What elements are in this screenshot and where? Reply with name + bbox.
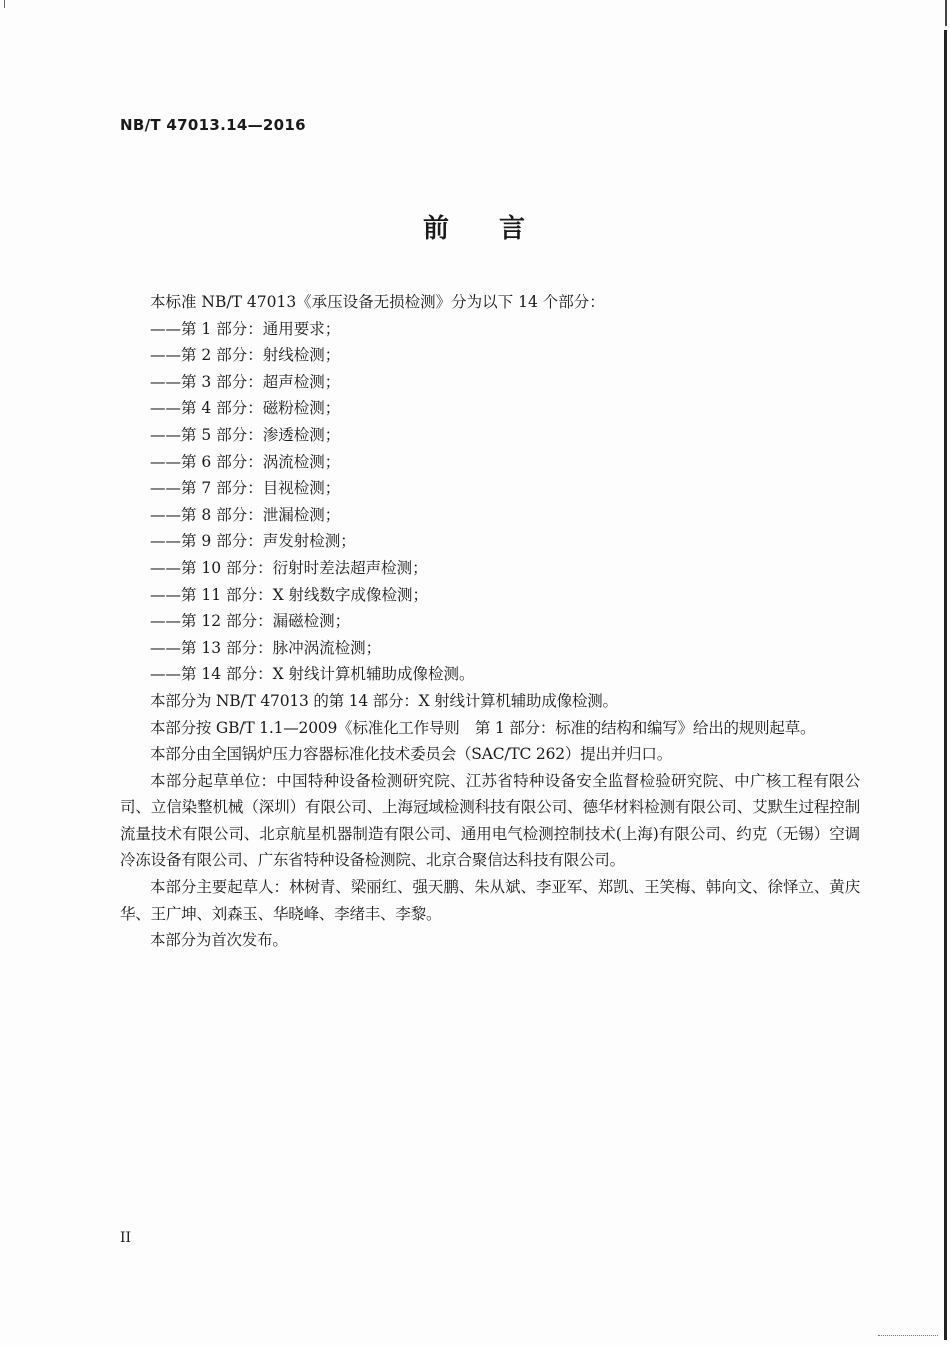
title-char-1: 前 <box>422 214 451 244</box>
part-item: ——第 5 部分：渗透检测； <box>150 425 341 444</box>
scan-edge-top <box>945 0 947 26</box>
paragraph-drafting-units: 本部分起草单位：中国特种设备检测研究院、江苏省特种设备安全监督检验研究院、中广核工程有限公司、立信染整机械（深圳）有限公司、上海冠域检测科技有限公司、德华材料检测有限公司、艾默生过程控制流量技术有限公司、北京航星机器制造有限公司、通用电气检测控制技术(上海)有限公司、约克（无锡）空调冷冻设备有限公司、广东省特种设备检测院、北京合聚信达科技有限公司。 <box>120 771 860 870</box>
standard-code: NB/T 47013.14—2016 <box>120 116 306 134</box>
paragraph-proposer: 本部分由全国锅炉压力容器标准化技术委员会（SAC/TC 262）提出并归口。 <box>150 745 673 764</box>
title-char-2: 言 <box>499 214 528 244</box>
page-title <box>0 208 950 245</box>
part-item: ——第 13 部分：脉冲涡流检测； <box>150 638 382 657</box>
part-item: ——第 2 部分：射线检测； <box>150 346 341 365</box>
part-item: ——第 3 部分：超声检测； <box>150 372 341 391</box>
foreword-body <box>120 289 860 954</box>
intro-line: 本标准 NB/T 47013《承压设备无损检测》分为以下 14 个部分： <box>150 293 605 311</box>
part-item: ——第 9 部分：声发射检测； <box>150 532 356 551</box>
paragraph-drafting-rules: 本部分按 GB/T 1.1—2009《标准化工作导则 第 1 部分：标准的结构和编写》给出的规则起草。 <box>150 718 816 737</box>
paragraph-part-statement: 本部分为 NB/T 47013 的第 14 部分：X 射线计算机辅助成像检测。 <box>150 691 618 710</box>
part-item: ——第 10 部分：衍射时差法超声检测； <box>150 558 428 577</box>
scan-mark-top <box>4 0 5 8</box>
paragraph-first-release: 本部分为首次发布。 <box>150 931 288 950</box>
part-item: ——第 1 部分：通用要求； <box>150 319 341 338</box>
scan-dots-bottom <box>878 1335 938 1337</box>
part-item: ——第 7 部分：目视检测； <box>150 479 341 498</box>
part-item: ——第 14 部分：X 射线计算机辅助成像检测。 <box>150 665 475 684</box>
part-item: ——第 4 部分：磁粉检测； <box>150 399 341 418</box>
part-item: ——第 6 部分：涡流检测； <box>150 452 341 471</box>
part-item: ——第 12 部分：漏磁检测； <box>150 612 351 631</box>
page-number: II <box>120 1230 132 1246</box>
paragraph-drafters: 本部分主要起草人：林树青、梁丽红、强天鹏、朱从斌、李亚军、郑凯、王笑梅、韩向文、徐怿立、黄庆华、王广坤、刘森玉、华晓峰、李绪丰、李黎。 <box>120 878 860 923</box>
part-item: ——第 8 部分：泄漏检测； <box>150 505 341 524</box>
part-item: ——第 11 部分：X 射线数字成像检测； <box>150 585 429 604</box>
